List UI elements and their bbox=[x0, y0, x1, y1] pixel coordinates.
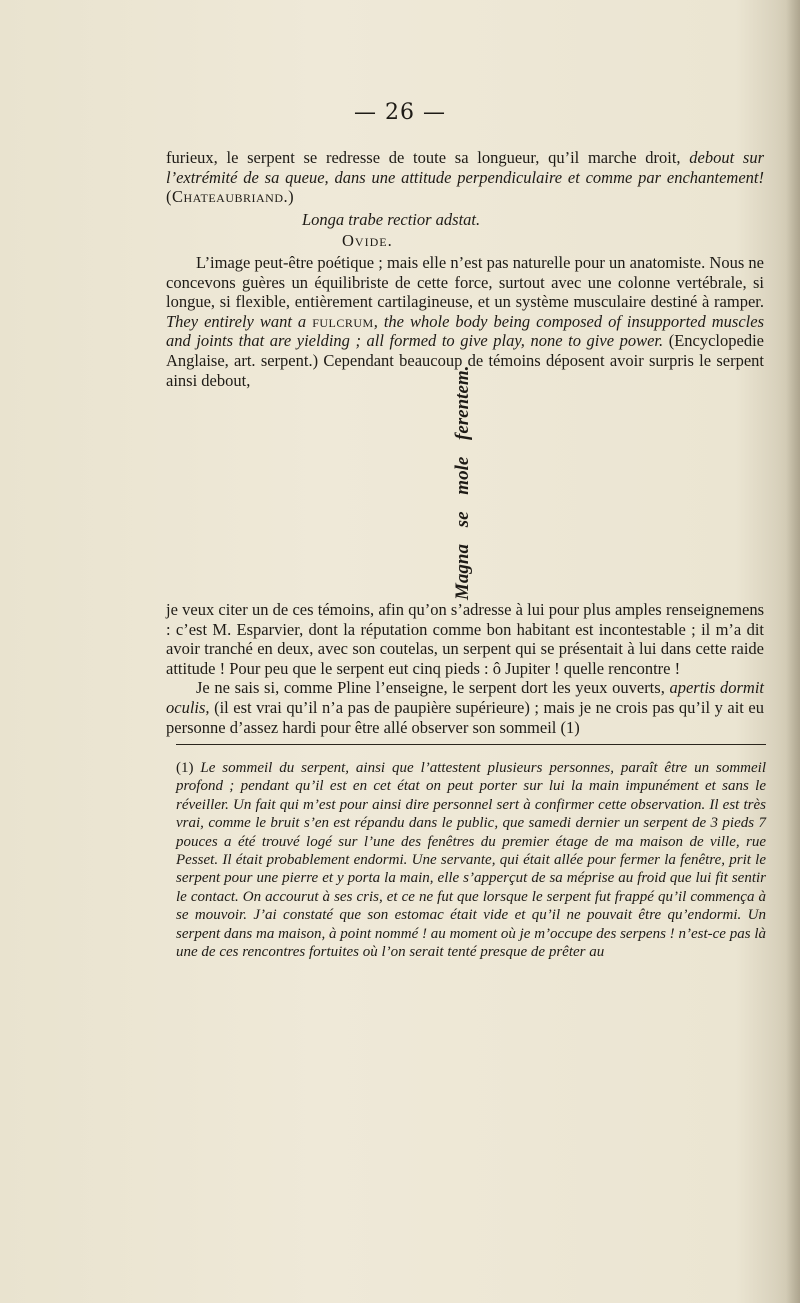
vertical-caption-area bbox=[441, 365, 477, 600]
footnote bbox=[176, 759, 766, 961]
top-paragraph-citation: (Chateaubriand.) bbox=[166, 187, 295, 207]
top-paragraph bbox=[166, 148, 764, 207]
top-paragraph-lead: furieux, le serpent se redresse de toute sa longueur, qu’il marche droit, bbox=[166, 148, 690, 167]
main-paragraph-part2: (Encyclopedie Anglaise, art. serpent.) Cependant beaucoup de témoins déposent avoir surpris le serpent ainsi debout, bbox=[166, 331, 764, 390]
english-quote-fulcrum: fulcrum bbox=[312, 311, 374, 331]
verse-author: Ovide. bbox=[342, 231, 393, 251]
page-edge-shadow bbox=[786, 0, 800, 1303]
third-paragraph-lead: Je ne sais si, comme Pline l’enseigne, le serpent dort les yeux ouverts, bbox=[196, 678, 670, 698]
second-paragraph: je veux citer un de ces témoins, afin qu’on s’adresse à lui pour plus amples renseignemens : c’est M. Esparvier, dont la réputation comme bon habitant est incontestable ; il m’a dit avoir tranché en deux, avec son coutelas, un serpent qui se présentait à lui dans cette raide attitude ! Pour peu que le serpent eut cinq pieds : ô Jupiter ! quelle rencontre ! bbox=[166, 600, 764, 678]
vertical-caption: Magna se mole ferentem. bbox=[452, 365, 473, 600]
top-text-block bbox=[166, 148, 764, 390]
footnote-divider bbox=[176, 744, 766, 745]
latin-verse: Longa trabe rectior adstat. bbox=[302, 209, 481, 229]
third-paragraph bbox=[166, 678, 764, 737]
third-paragraph-tail: (il est vrai qu’il n’a pas de paupière supérieure) ; mais je ne crois pas qu’il y ait eu personne d’assez hardi pour être allé observer son sommeil (1) bbox=[166, 697, 764, 737]
third-paragraph-italic: apertis dormit oculis, bbox=[166, 678, 764, 717]
lower-text-block bbox=[166, 600, 764, 737]
main-paragraph-part1: L’image peut-être poétique ; mais elle n’est pas naturelle pour un anatomiste. Nous ne concevons guères un équilibriste de cette force, surtout avec une colonne vertébrale, si longue, si flexible, entièrement cartilagineuse, et un système musculaire destiné à ramper. bbox=[166, 252, 764, 312]
footnote-marker: (1) bbox=[176, 760, 194, 776]
english-quote-end: , the whole body being composed of insupported muscles and joints that are yielding ; all formed to give play, none to give power. bbox=[166, 311, 764, 351]
english-quote-start: They entirely want a bbox=[166, 311, 313, 331]
page-number: — 26 — bbox=[354, 100, 446, 125]
top-paragraph-italic: debout sur l’extrémité de sa queue, dans une attitude perpendiculaire et comme par enchantement! bbox=[166, 148, 764, 187]
footnote-text: Le sommeil du serpent, ainsi que l’attestent plusieurs personnes, paraît être un sommeil profond ; pendant qu’il est en cet état on peut porter sur lui la main impunément et sans le réveiller. Un fait qui m’est pour ainsi dire personnel sert à confirmer cette observation. Il est très vrai, comme le bruit s’en est répandu dans le public, que samedi dernier un serpent de 3 pieds 7 pouces a été trouvé logé sur l’une des fenêtres du premier étage de ma maison de ville, rue Pesset. Il était probablement endormi. Une servante, qui était allée pour fermer la fenêtre, prit le serpent pour une pierre et y porta la main, elle s’apperçut de sa méprise au froid que lui fit sentir le contact. On accourut à ses cris, et ce ne fut que lorsque le serpent fut frappé qu’il commença à se mouvoir. J’ai constaté que son estomac était vide et qu’il ne pouvait être qu’endormi. Un serpent dans ma maison, à point nommé ! au moment où je m’occupe des serpens ! n’est-ce pas là une de ces rencontres fortuites où l’on serait tenté presque de prêter au bbox=[176, 760, 766, 961]
footnote-paragraph bbox=[176, 759, 766, 961]
